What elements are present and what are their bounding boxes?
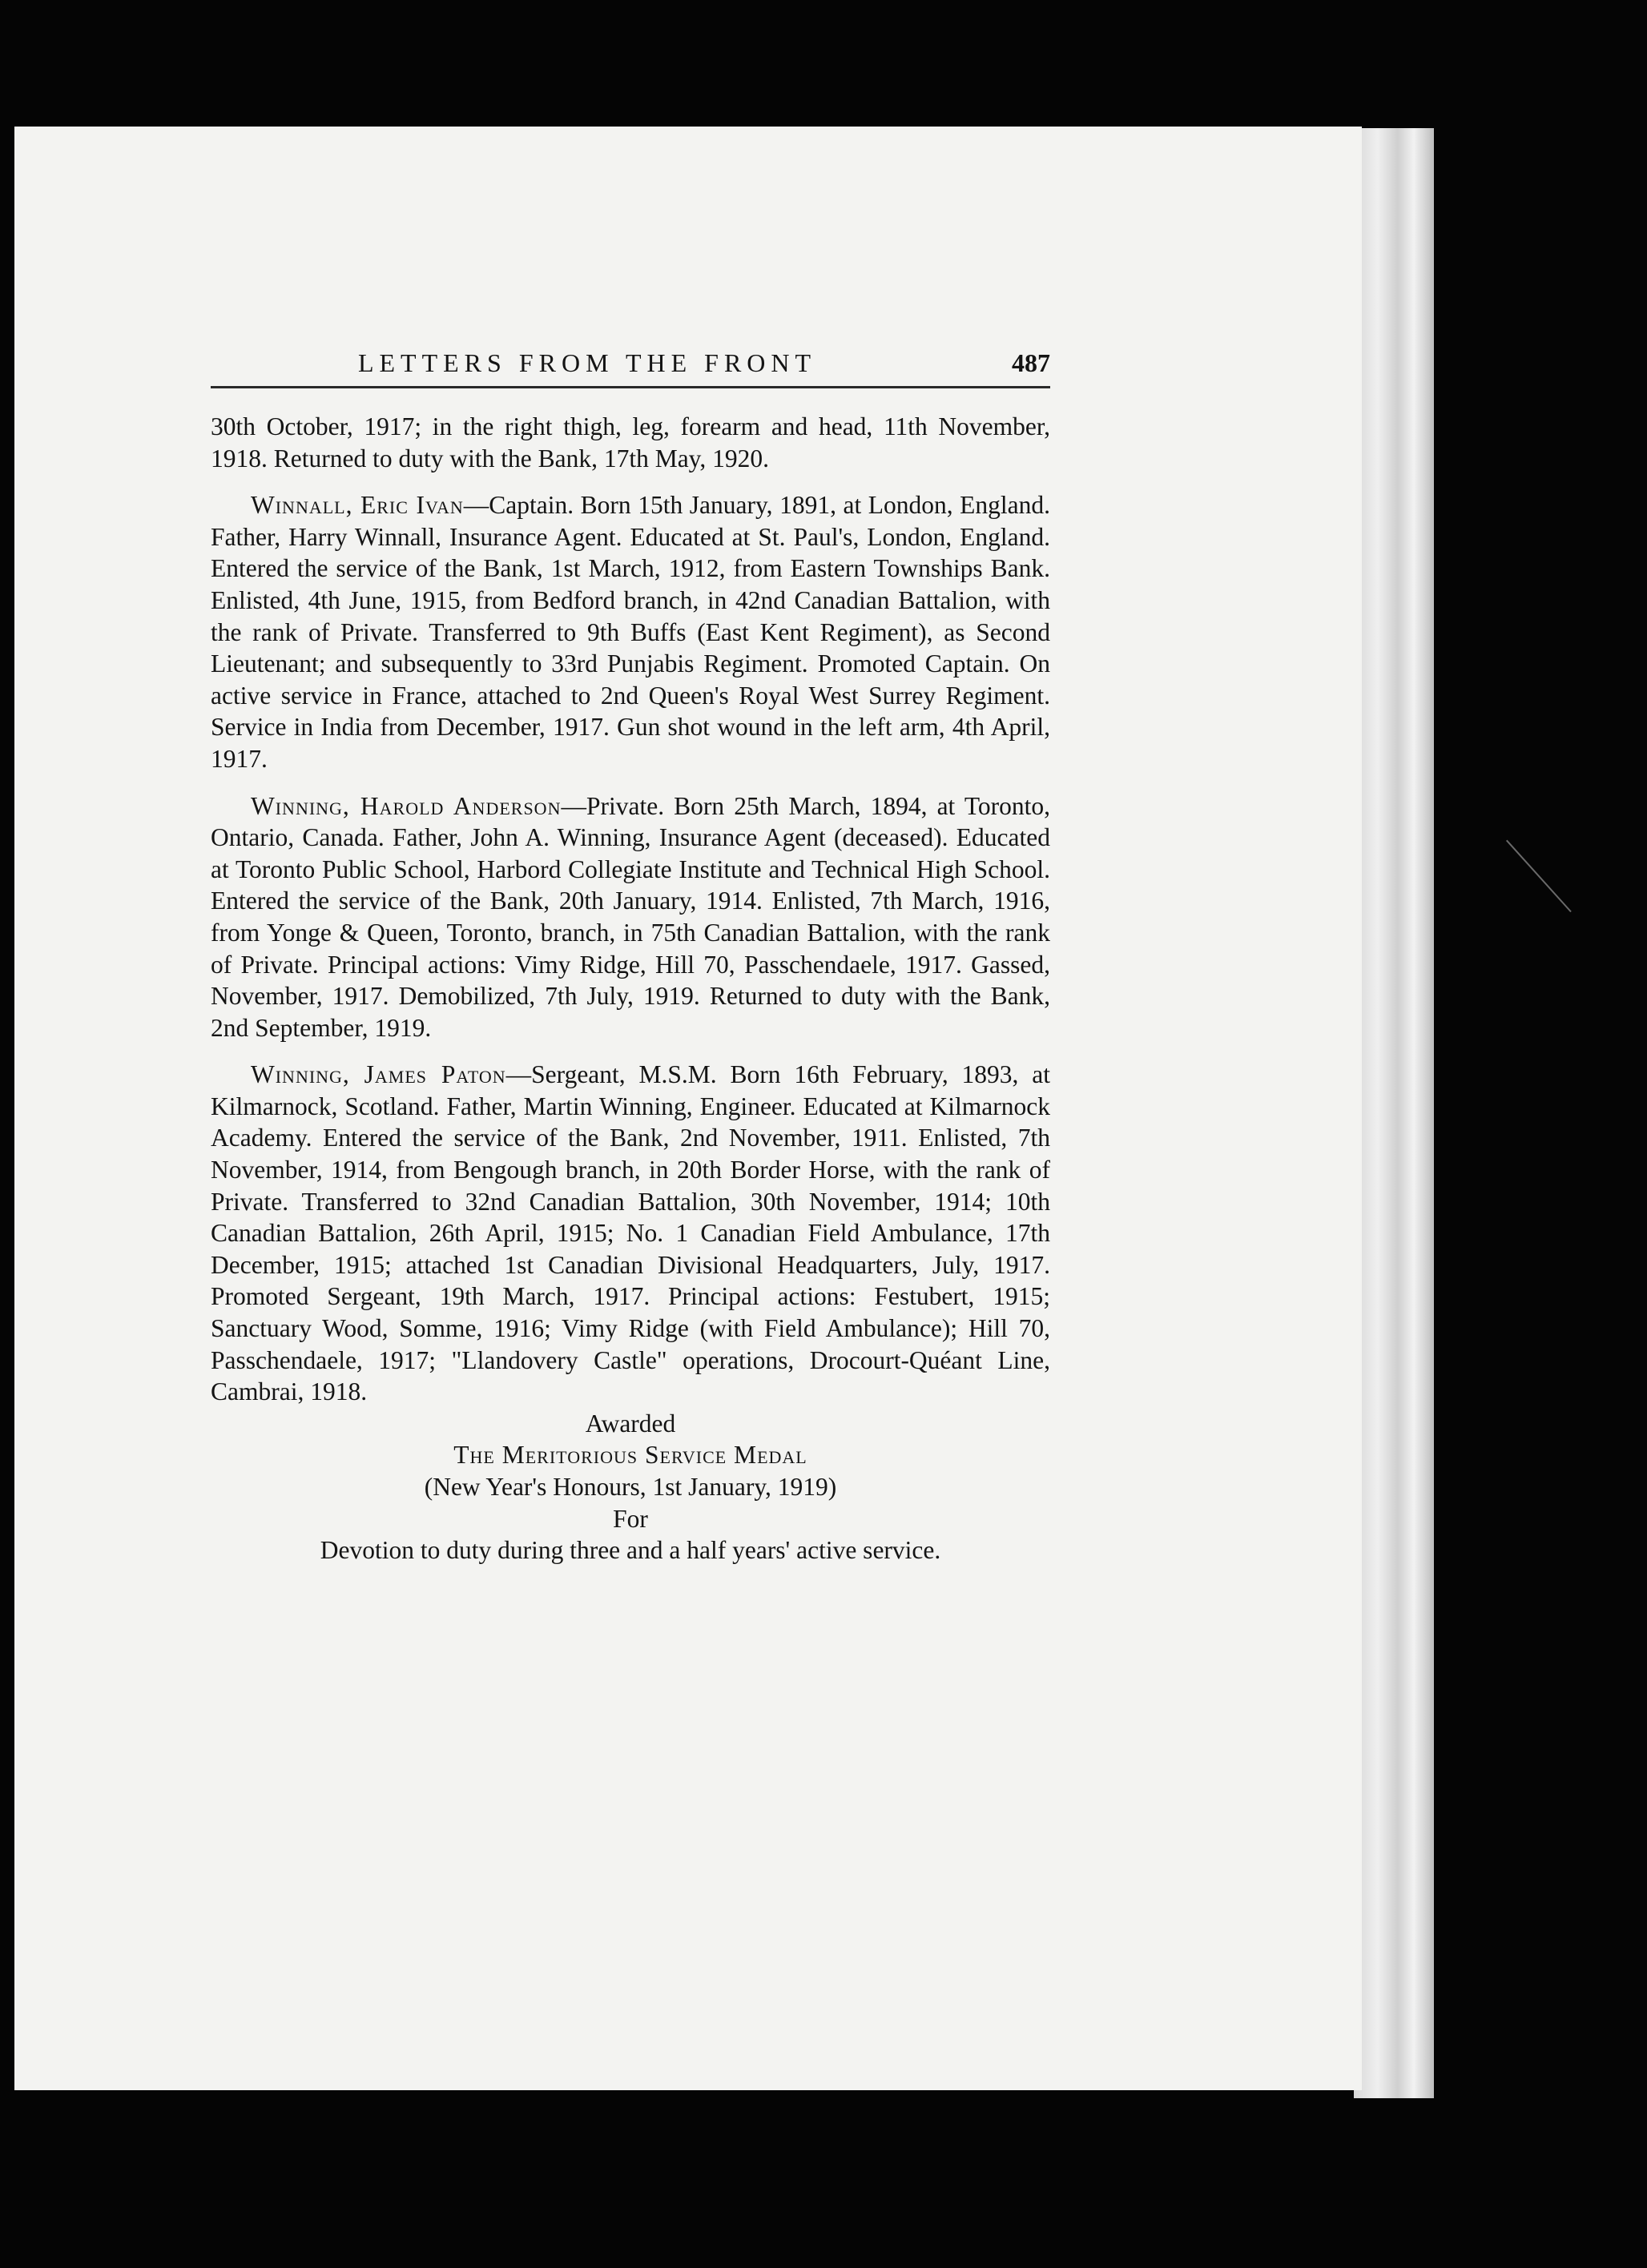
page-edges bbox=[1354, 128, 1434, 2098]
award-medal: The Meritorious Service Medal bbox=[453, 1441, 807, 1470]
entry-winning-james bbox=[211, 1059, 1050, 1408]
entry-name: Winning, James Paton bbox=[251, 1060, 506, 1089]
running-head bbox=[211, 343, 1050, 388]
entry-text: —Private. Born 25th March, 1894, at Toronto, Ontario, Canada. Father, John A. Winning, Insurance Agent (deceased). Educated at Toronto Public School, Harbord Collegiate Institute and Technical High School. Entered the service of the Bank, 20th January, 1914. Enlisted, 7th March, 1916, from Yonge & Queen, Toronto, branch, in 75th Canadian Battalion, with the rank of Private. Principal actions: Vimy Ridge, Hill 70, Passchendaele, 1917. Gassed, November, 1917. Demobilized, 7th July, 1919. Returned to duty with the Bank, 2nd September, 1919. bbox=[211, 791, 1050, 1042]
entry-text: —Sergeant, M.S.M. Born 16th February, 1893, at Kilmarnock, Scotland. Father, Martin Winning, Engineer. Educated at Kilmarnock Academy. Entered the service of the Bank, 2nd November, 1911. Enlisted, 7th November, 1914, from Bengough branch, in 20th Border Horse, with the rank of Private. Transferred to 32nd Canadian Battalion, 30th November, 1914; 10th Canadian Battalion, 26th April, 1915; No. 1 Canadian Field Ambulance, 17th December, 1915; attached 1st Canadian Divisional Headquarters, July, 1917. Promoted Sergeant, 19th March, 1917. Principal actions: Festubert, 1915; Sanctuary Wood, Somme, 1916; Vimy Ridge (with Field Ambulance); Hill 70, Passchendaele, 1917; "Llandovery Castle" operations, Drocourt-Quéant Line, Cambrai, 1918. bbox=[211, 1060, 1050, 1406]
entry-winnall bbox=[211, 489, 1050, 774]
page-text-block bbox=[211, 343, 1050, 1566]
entry-winning-harold bbox=[211, 790, 1050, 1044]
award-honours: (New Year's Honours, 1st January, 1919) bbox=[424, 1473, 837, 1501]
award-citation: Devotion to duty during three and a half years' active service. bbox=[320, 1536, 941, 1565]
scan-scratch-mark bbox=[1506, 840, 1572, 913]
entry-name: Winnall, Eric Ivan bbox=[251, 491, 464, 520]
award-awarded: Awarded bbox=[585, 1409, 676, 1438]
page-number: 487 bbox=[1012, 348, 1050, 377]
continuation-paragraph: 30th October, 1917; in the right thigh, leg, forearm and head, 11th November, 1918. Returned to duty with the Bank, 17th May, 1920. bbox=[211, 412, 1050, 472]
award-for: For bbox=[613, 1504, 648, 1533]
entry-name: Winning, Harold Anderson bbox=[251, 791, 562, 820]
running-head-title: LETTERS FROM THE FRONT bbox=[357, 348, 817, 377]
entry-text: —Captain. Born 15th January, 1891, at London, England. Father, Harry Winnall, Insurance Agent. Educated at St. Paul's, London, England. Entered the service of the Bank, 1st March, 1912, from Eastern Townships Bank. Enlisted, 4th June, 1915, from Bedford branch, in 42nd Canadian Battalion, with the rank of Private. Transferred to 9th Buffs (East Kent Regiment), as Second Lieutenant; and subsequently to 33rd Punjabis Regiment. Promoted Captain. On active service in France, attached to 2nd Queen's Royal West Surrey Regiment. Service in India from December, 1917. Gun shot wound in the left arm, 4th April, 1917. bbox=[211, 491, 1050, 773]
